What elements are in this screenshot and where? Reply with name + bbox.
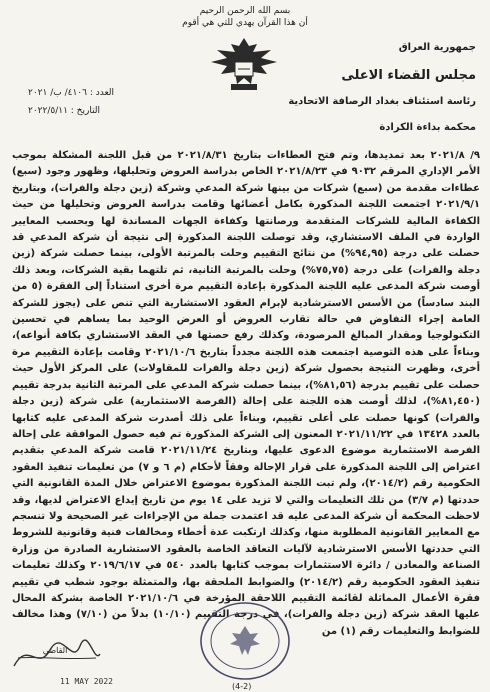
eagle-emblem-icon (205, 34, 283, 98)
document-date: التاريخ : ٢٠٢٢/٥/١١ (28, 106, 101, 116)
official-stamp-icon (198, 600, 292, 682)
document-number: العدد : ٤١٠٦/ ب/ ٢٠٢١ (28, 88, 115, 98)
presidency-name: رئاسة استئناف بغداد الرصافة الاتحادية (288, 96, 476, 107)
basmala: بسم الله الرحمن الرحيم (199, 6, 291, 16)
council-name: مجلس القضاء الاعلى (341, 68, 476, 83)
country-name: جمهورية العراق (398, 42, 476, 53)
court-name: محكمة بداءة الكرادة (379, 122, 476, 133)
page-number: (4-2) (232, 682, 252, 691)
judge-title: القاضي (42, 646, 68, 655)
judge-signature-icon (8, 636, 104, 676)
date-stamp: 11 MAY 2022 (60, 677, 113, 686)
document-body: ٩/ ٢٠٢١/٨ بعد تمديدها، وتم فتح العطاءات بتاريخ ٢٠٢١/٨/٣١ من قبل اللجنة المشكلة بموجب الأمر الإداري المرقم ٩٠٣٢ في ٢٠٢١/٨/٢٣ الخاص بدراسة العروض وتحليلها، وظهور وجود (سبع) عطاءات مقدمة من (سبع) شركات من بينها شركة المدعي وشركة (زين دجلة والفرات)، وبتاريخ ٢٠٢١/٩/١ اجتمعت اللجنة المذكورة بكامل أعضائها وقامت بدراسة العروض وتحليلها من حيث الكفاءة المالية للشركات المتقدمة ورصانتها وكفاءة الجهات المساندة لها وبحسب المعايير الواردة في الملف الاستشاري، وقد توصلت اللجنة المذكورة إلى نتيجة أن شركة المدعي قد حصلت على درجة (٩٤,٩٥%) من نتائج التقييم وحلت بالمرتبة الأولى، بينما حصلت شركة (زين دجلة والفرات) على درجة (٧٥,٧٥%) وحلت بالمرتبة الثانية، ثم تلتهما بقية الشركات، وبعد ذلك أوصت شركة المدعى عليه اللجنة المذكورة بإعادة التقييم مرة أخرى استناداً إلى الفقرة (٥ من البند سادساً) من الأسس الاسترشادية لإبرام العقود الاستشارية التي تنص على (يجوز للشركة العامة إجراء التفاوض في حالة تقارب العروض أو العرض الوحيد بما يساهم في تحسين التكنولوجيا ومقدار المبالغ المرصودة، وكذلك رفع حصتها في العقد الاستشاري بكافة أنواعه)، وبناءاً على هذه التوصية اجتمعت هذه اللجنة مجدداً بتاريخ ٢٠٢١/١٠/٦ وقامت بإعادة التقييم مرة أخرى، وظهرت النتيجة بحصول شركة (زين دجلة والفرات للمقاولات) على المركز الأول حيث حصلت على تقييم بدرجة (٨١,٥٦%)، بينما حصلت شركة المدعي على المرتبة الثانية بدرجة تقييم (٨١,٤٥٠%)، لذلك أوصت هذه اللجنة على إحالة (الفرصة الاستثمارية) على شركة (زين دجلة والفرات) كونها حصلت على أعلى تقييم، وبناءاً على ذلك أصدرت شركة المدعى عليه كتابها بالعدد ١٣٤٢٨ في ٢٠٢١/١١/٢٢ المعنون إلى الشركة المذكورة تم فيه حصول الموافقة على إحالة الفرصة الاستثمارية موضوع الدعوى عليها، وبتاريخ ٢٠٢١/١١/٢٤ قامت شركة المدعي بتقديم اعتراض إلى اللجنة المذكورة على قرار الإحالة وفقاً لأحكام (م ٦ و ٧) من تعليمات تنفيذ العقود الحكومية رقم (٢٠١٤/٢)، ولم تبت اللجنة المذكورة بموضوع الاعتراض خلال المدة القانونية التي حددتها (م ٣/٧) من تلك التعليمات والتي لا تزيد على ١٤ يوم من تاريخ إيداع الاعتراض لديها، وقد لاحظت المحكمة أن شركة المدعى عليه قد اعتمدت جملة من الإجراءات غير الصحيحة ولا تنسجم مع المعايير القانونية المطلوبة منها، وكذلك ارتكبت عدة أخطاء ومخالفات فنية وقانونية للشروط التي حددتها الأسس الاسترشادية لآليات التعاقد الخاصة بالعقود الاستشارية الصادرة من وزارة الصناعة والمعادن / دائرة الاستثمارات بموجب كتابها بالعدد ٥٤٠ في ٢٠١٩/٦/١٧ وكذلك تعليمات تنفيذ العقود الحكومية رقم (٢٠١٤/٢) والضوابط الملحقة بها، والمتمثلة بوجود شطب في تقييم فقرة الأعمال المماثلة لقائمة التقييم اللاحقة المؤرخة في ٢٠٢١/١٠/٦ الخاصة بشركة المحال عليها العقد شركة (زين دجلة والفرات)، في درجة التقييم (١٠/١٠) بدلاً من (٧/١٠) وهذا مخالف للضوابط والتعليمات رقم (١) من (12, 150, 481, 637)
quran-verse: أن هذا القرآن يهدي للتي هي أقوم (182, 18, 308, 28)
